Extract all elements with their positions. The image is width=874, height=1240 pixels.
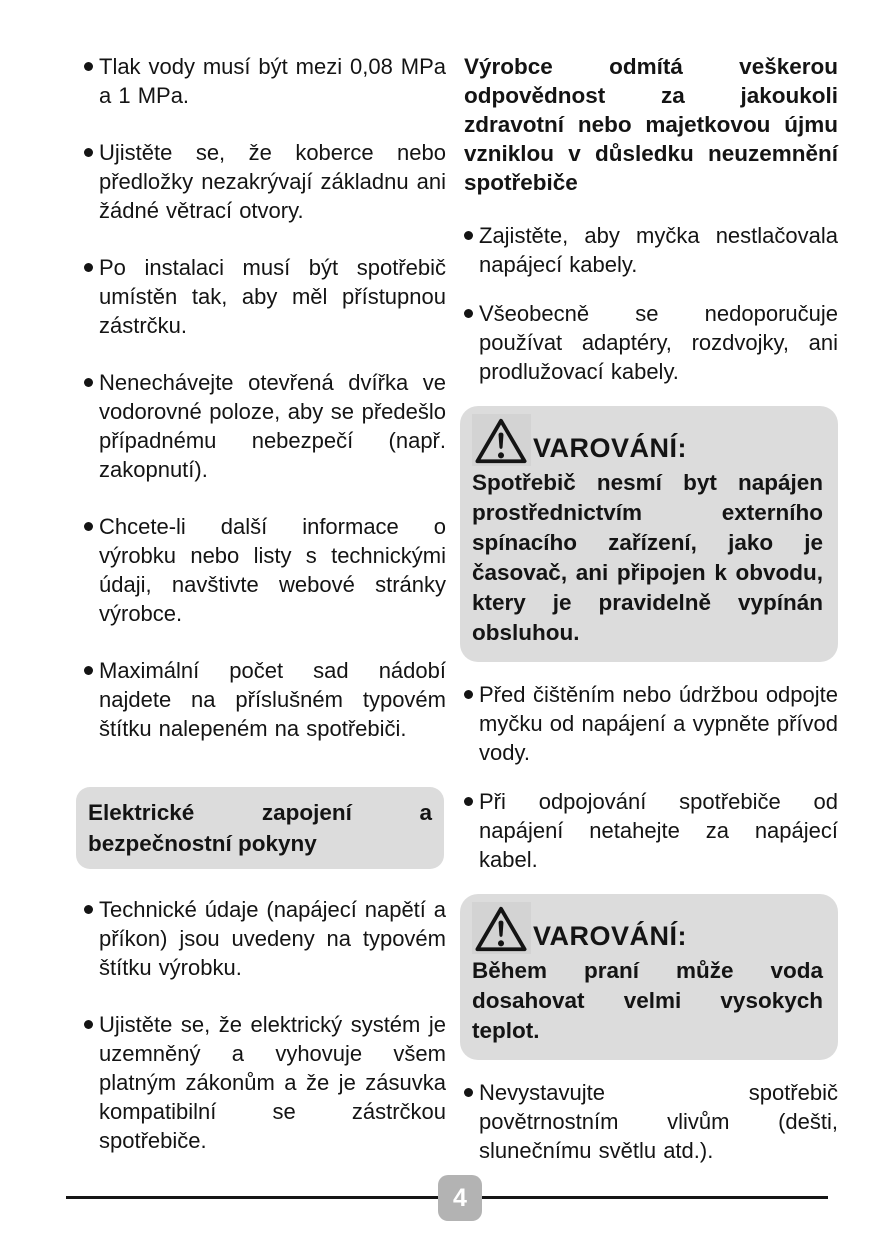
right-bullet-list-1 <box>464 221 838 386</box>
left-bullet-list-top <box>84 52 446 743</box>
bullet-item: Ujistěte se, že koberce nebo předložky nezakrývají základnu ani žádné větrací otvory. <box>84 138 446 225</box>
warning-triangle-icon <box>472 414 531 466</box>
warning-title: VAROVÁNÍ: <box>533 921 688 951</box>
page-number-badge: 4 <box>438 1175 482 1221</box>
warning-header <box>472 902 823 954</box>
bullet-item: Po instalaci musí být spotřebič umístěn tak, aby měl přístupnou zástrčku. <box>84 253 446 340</box>
warning-box-hot-water <box>460 894 838 1060</box>
bullet-item: Při odpojování spotřebiče od napájení netahejte za napájecí kabel. <box>464 787 838 874</box>
right-bullet-list-2 <box>464 680 838 874</box>
bullet-item: Nenechávejte otevřená dvířka ve vodorovné poloze, aby se předešlo případnému nebezpečí (např. zakopnutí). <box>84 368 446 484</box>
warning-triangle-icon <box>472 902 531 954</box>
warning-box-external-switch <box>460 406 838 662</box>
bullet-item: Všeobecně se nedoporučuje používat adaptéry, rozdvojky, ani prodlužovací kabely. <box>464 299 838 386</box>
bullet-item: Nevystavujte spotřebič povětrnostním vlivům (dešti, slunečnímu světlu atd.). <box>464 1078 838 1165</box>
manufacturer-disclaimer-text: Výrobce odmítá veškerou odpovědnost za jakoukoli zdravotní nebo majetkovou újmu vzniklou v důsledku neuzemnění spotřebiče <box>464 54 838 195</box>
bullet-item: Chcete-li další informace o výrobku nebo listy s technickými údaji, navštivte webové stránky výrobce. <box>84 512 446 628</box>
left-column <box>84 52 446 1183</box>
bullet-item: Zajistěte, aby myčka nestlačovala napájecí kabely. <box>464 221 838 279</box>
bullet-item: Ujistěte se, že elektrický systém je uzemněný a vyhovuje všem platným zákonům a že je zásuvka kompatibilní se zástrčkou spotřebiče. <box>84 1010 446 1155</box>
bullet-item: Technické údaje (napájecí napětí a příkon) jsou uvedeny na typovém štítku výrobku. <box>84 895 446 982</box>
warning-title: VAROVÁNÍ: <box>533 433 688 463</box>
bullet-item: Před čištěním nebo údržbou odpojte myčku od napájení a vypněte přívod vody. <box>464 680 838 767</box>
bullet-item: Maximální počet sad nádobí najdete na příslušném typovém štítku nalepeném na spotřebiči. <box>84 656 446 743</box>
warning-body-text: Spotřebič nesmí byt napájen prostřednictvím externího spínacího zařízení, jako je časovač, ani připojen k obvodu, ktery je pravidelně vypínán obsluhou. <box>472 470 823 645</box>
left-bullet-list-bottom <box>84 895 446 1155</box>
right-bullet-list-3 <box>464 1078 838 1165</box>
section-heading-electrical: Elektrické zapojení a bezpečnostní pokyny <box>76 787 444 869</box>
right-column <box>464 52 838 1185</box>
warning-header <box>472 414 823 466</box>
bullet-item: Tlak vody musí být mezi 0,08 MPa a 1 MPa. <box>84 52 446 110</box>
warning-body-text: Během praní může voda dosahovat velmi vysokych teplot. <box>472 958 823 1043</box>
